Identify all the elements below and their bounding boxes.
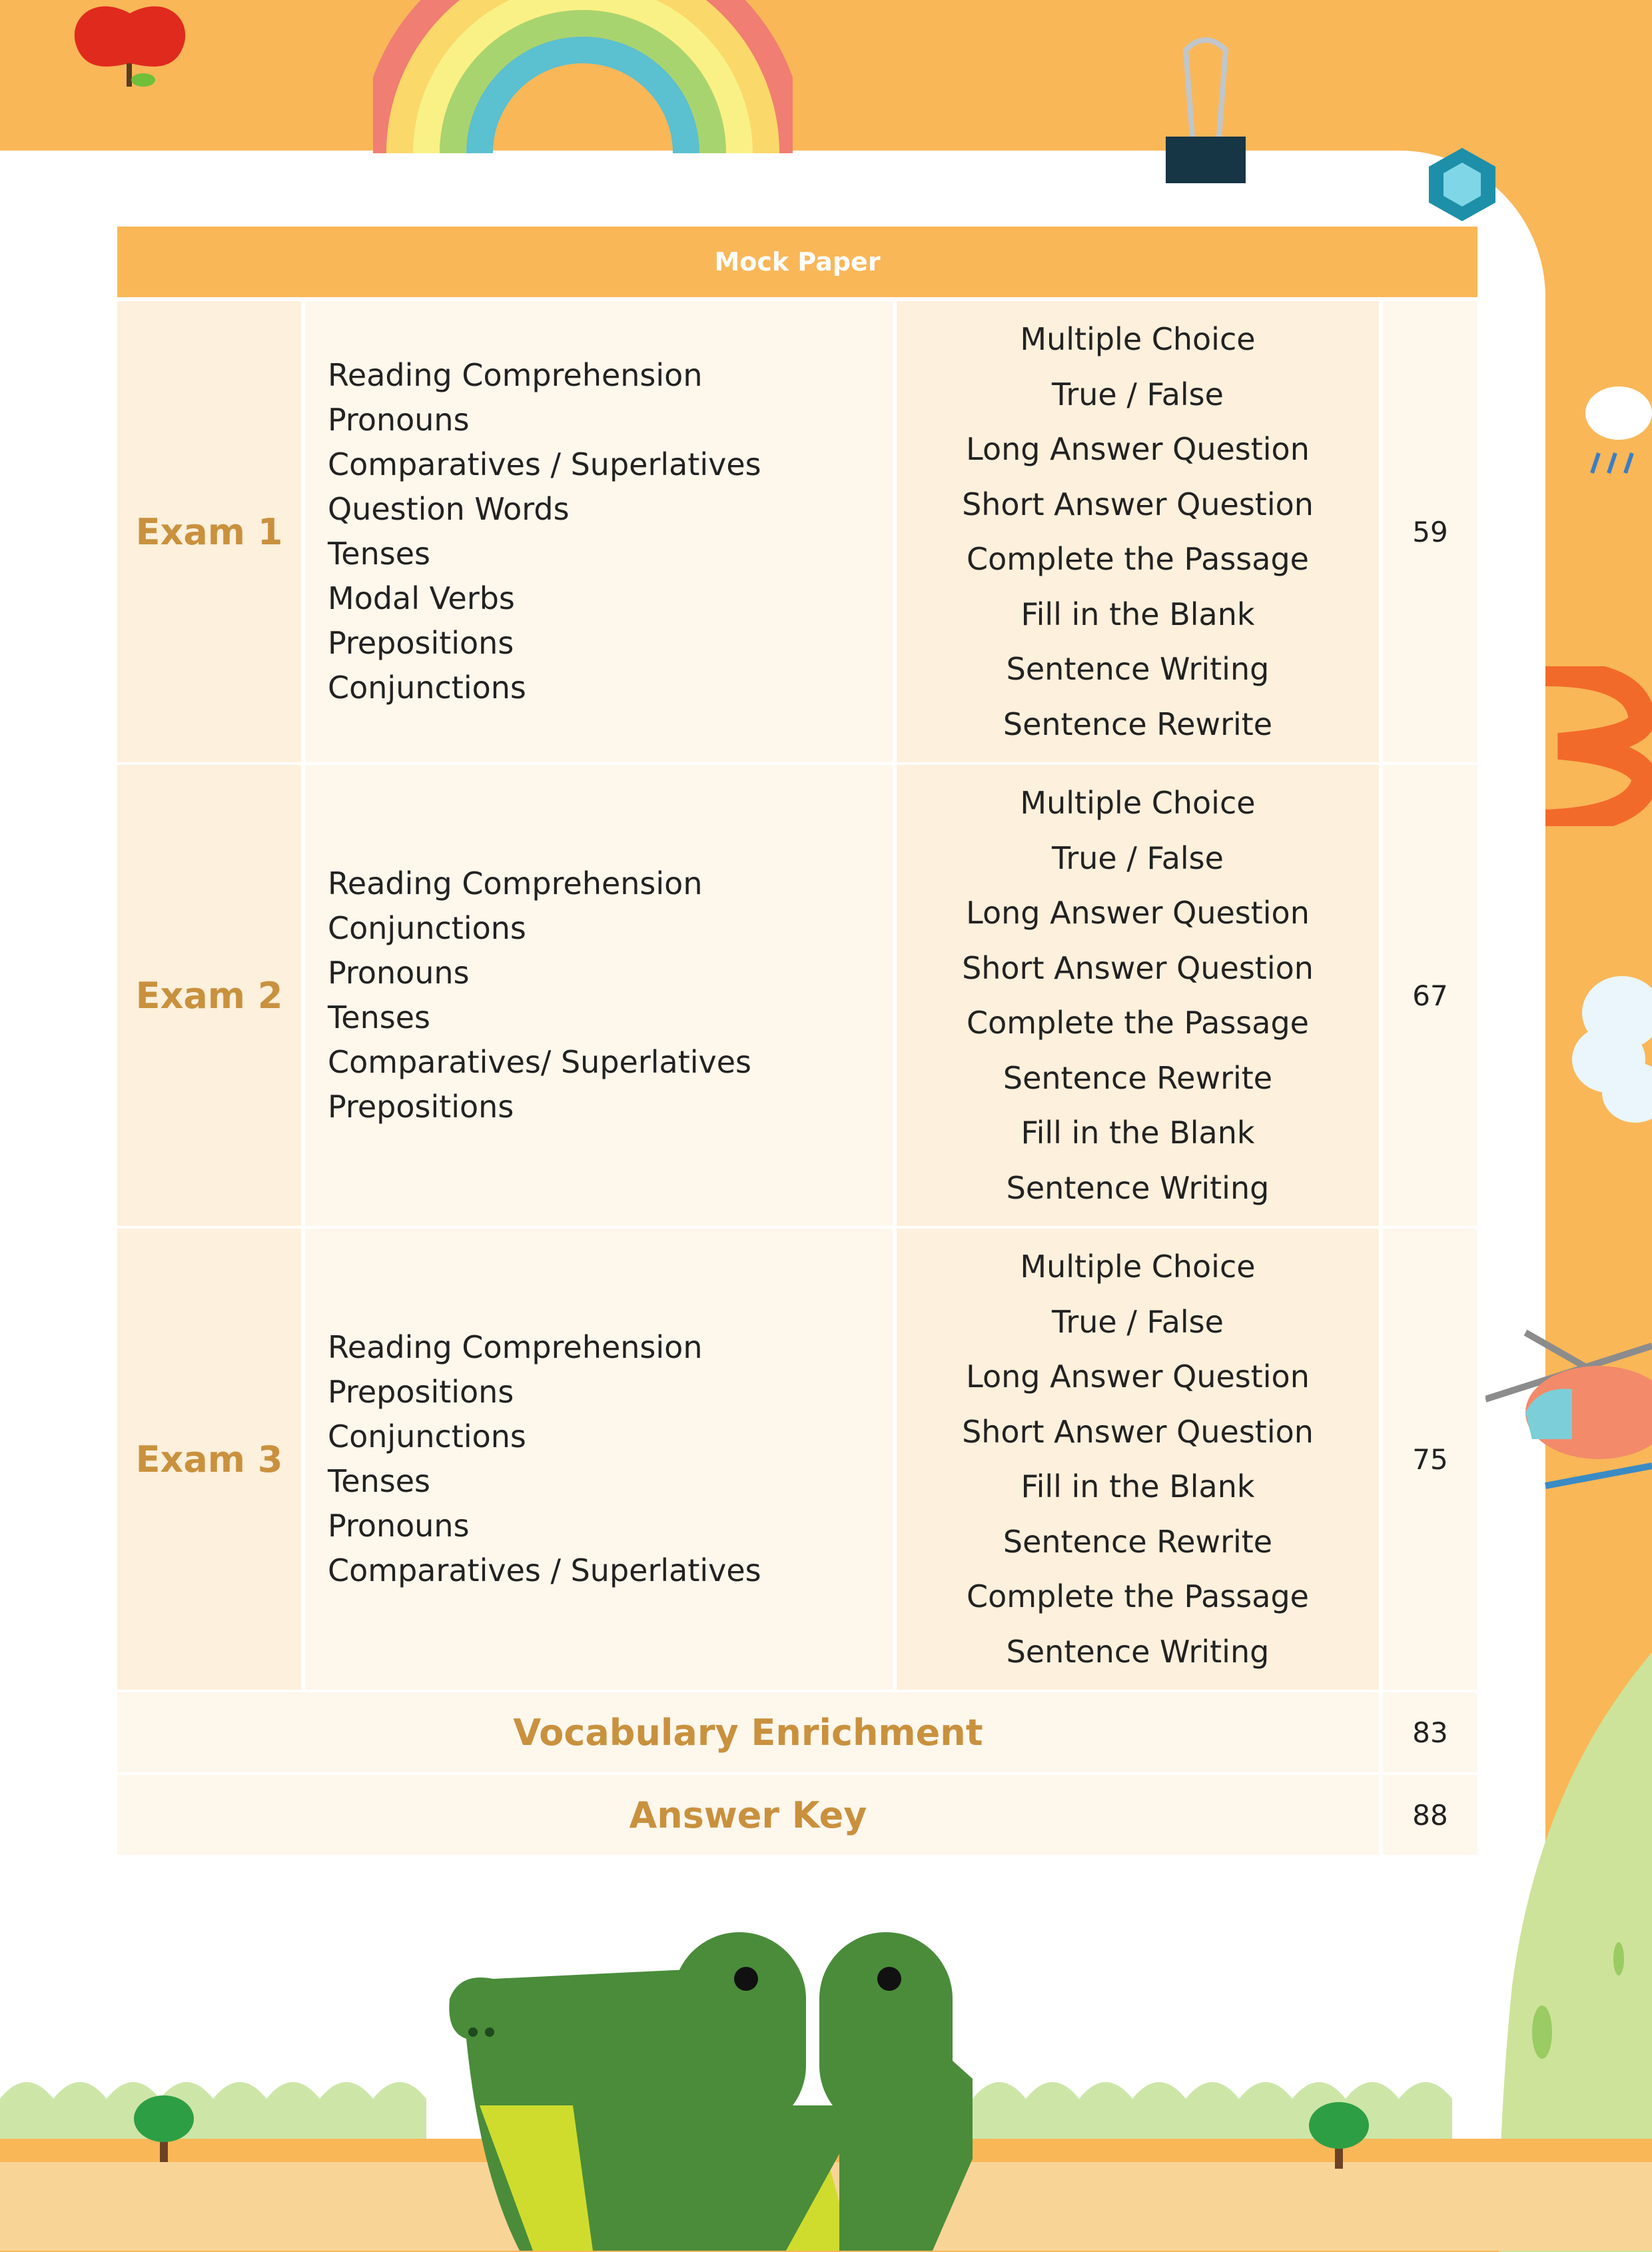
- question-type-item: Short Answer Question: [962, 486, 1314, 522]
- question-type-item: Complete the Passage: [967, 1578, 1309, 1614]
- question-type-item: Sentence Rewrite: [1003, 1059, 1273, 1096]
- question-types-list: [897, 1229, 1383, 1692]
- rainbow-icon: [373, 0, 793, 153]
- topic-item: Reading Comprehension: [328, 865, 703, 901]
- question-type-item: True / False: [1052, 840, 1224, 876]
- question-type-item: Sentence Rewrite: [1003, 1523, 1273, 1560]
- question-type-item: Multiple Choice: [1020, 1249, 1256, 1285]
- question-type-item: True / False: [1052, 376, 1224, 412]
- topic-item: Pronouns: [328, 1508, 470, 1544]
- page-number: 83: [1383, 1692, 1477, 1775]
- question-type-item: Short Answer Question: [962, 949, 1314, 986]
- table-row: [117, 301, 1477, 765]
- question-type-item: Sentence Writing: [1006, 1169, 1270, 1206]
- table-row: [117, 1692, 1477, 1775]
- page-number: 59: [1383, 301, 1477, 765]
- topic-item: Tenses: [328, 1463, 430, 1499]
- topic-item: Modal Verbs: [328, 580, 515, 616]
- topic-item: Reading Comprehension: [328, 357, 703, 393]
- question-type-item: Fill in the Blank: [1021, 1115, 1255, 1151]
- topic-item: Comparatives / Superlatives: [328, 446, 761, 482]
- topic-item: Question Words: [328, 491, 570, 527]
- toc-table: [117, 227, 1477, 1858]
- topics-list: [305, 765, 897, 1229]
- binder-clip-icon: [1166, 37, 1246, 183]
- question-type-item: Sentence Rewrite: [1003, 706, 1273, 742]
- exam-title: Exam 2: [117, 765, 305, 1229]
- question-type-item: Fill in the Blank: [1021, 1468, 1255, 1504]
- gem-icon: [1429, 148, 1495, 221]
- question-type-item: True / False: [1052, 1303, 1224, 1340]
- page-number: 67: [1383, 765, 1477, 1229]
- question-types-list: [897, 765, 1383, 1229]
- topic-item: Reading Comprehension: [328, 1329, 703, 1365]
- question-type-item: Long Answer Question: [966, 431, 1310, 467]
- question-type-item: Sentence Writing: [1006, 1633, 1270, 1670]
- tiger-tail-icon: [1545, 666, 1652, 826]
- question-type-item: Multiple Choice: [1020, 785, 1256, 821]
- crocodile-icon: [440, 1906, 1052, 2251]
- apple-icon: [67, 0, 193, 93]
- answer-key-title: Answer Key: [117, 1775, 1383, 1858]
- topic-item: Conjunctions: [328, 1418, 526, 1454]
- topic-item: Conjunctions: [328, 670, 526, 706]
- topic-item: Prepositions: [328, 1089, 514, 1125]
- vocabulary-enrichment-title: Vocabulary Enrichment: [117, 1692, 1383, 1775]
- table-row: [117, 765, 1477, 1229]
- topic-item: Pronouns: [328, 955, 470, 991]
- helicopter-icon: [1485, 1326, 1652, 1506]
- topic-item: Prepositions: [328, 1374, 514, 1410]
- table-row: [117, 1775, 1477, 1858]
- topic-item: Prepositions: [328, 625, 514, 661]
- question-type-item: Fill in the Blank: [1021, 596, 1255, 632]
- topic-item: Comparatives/ Superlatives: [328, 1044, 752, 1080]
- topics-list: [305, 1229, 897, 1692]
- topics-list: [305, 301, 897, 765]
- table-header: Mock Paper: [117, 227, 1477, 301]
- table-row: [117, 1229, 1477, 1692]
- question-type-item: Multiple Choice: [1020, 321, 1256, 357]
- page-number: 88: [1383, 1775, 1477, 1858]
- page-number: 75: [1383, 1229, 1477, 1692]
- exam-title: Exam 3: [117, 1229, 305, 1692]
- topic-item: Comparatives / Superlatives: [328, 1552, 761, 1588]
- topic-item: Pronouns: [328, 402, 470, 438]
- topic-item: Tenses: [328, 536, 430, 572]
- cloud-icon: [1569, 973, 1652, 1126]
- question-type-item: Long Answer Question: [966, 895, 1310, 931]
- question-type-item: Complete the Passage: [967, 541, 1309, 577]
- topic-item: Tenses: [328, 999, 430, 1035]
- rain-cloud-icon: [1579, 373, 1652, 486]
- question-type-item: Long Answer Question: [966, 1359, 1310, 1395]
- question-type-item: Short Answer Question: [962, 1413, 1314, 1450]
- question-type-item: Sentence Writing: [1006, 651, 1270, 687]
- topic-item: Conjunctions: [328, 910, 526, 946]
- question-types-list: [897, 301, 1383, 765]
- exam-title: Exam 1: [117, 301, 305, 765]
- question-type-item: Complete the Passage: [967, 1005, 1309, 1041]
